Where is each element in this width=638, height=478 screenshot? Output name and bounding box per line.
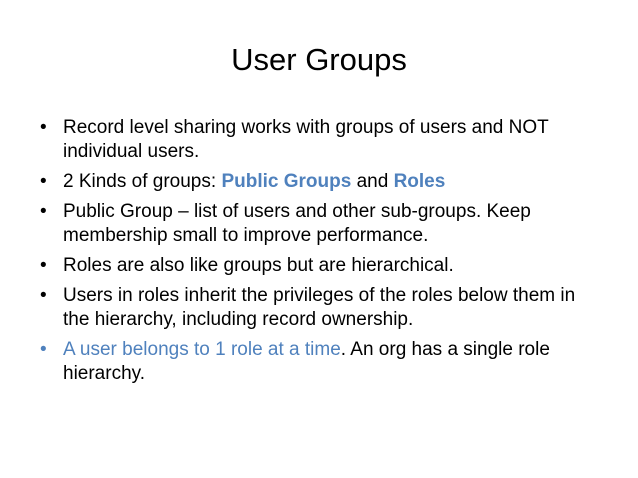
roles-highlight: Roles	[393, 171, 446, 192]
bullet-dot-icon: •	[40, 255, 47, 276]
bullet-dot-icon: •	[40, 117, 47, 138]
bullet-item	[40, 170, 600, 194]
bullet-dot-icon: •	[40, 285, 47, 306]
role-membership-highlight: A user belongs to 1 role at a time	[63, 339, 341, 360]
bullet-text: . An org has a single role hierarchy.	[63, 339, 550, 384]
bullet-dot-icon: •	[40, 201, 47, 222]
bullet-text: 2 Kinds of groups:	[63, 171, 222, 192]
bullet-dot-icon: •	[40, 171, 47, 192]
bullet-text: Roles are also like groups but are hierarchical.	[63, 255, 454, 276]
slide-title: User Groups	[231, 42, 407, 77]
public-groups-highlight: Public Groups	[221, 171, 352, 192]
bullet-text: Users in roles inherit the privileges of the roles below them in the hierarchy, including record ownership.	[63, 285, 576, 330]
bullet-item	[40, 200, 600, 248]
bullet-item	[40, 338, 600, 386]
bullet-item	[40, 254, 600, 278]
bullet-text: Public Group – list of users and other sub-groups. Keep membership small to improve performance.	[63, 201, 531, 246]
bullet-item	[40, 284, 600, 332]
bullet-text: Record level sharing works with groups of users and NOT individual users.	[63, 117, 549, 162]
bullet-text-connector: and	[351, 171, 394, 192]
bullet-list	[40, 116, 600, 392]
bullet-dot-icon: •	[40, 339, 47, 360]
bullet-item	[40, 116, 600, 164]
